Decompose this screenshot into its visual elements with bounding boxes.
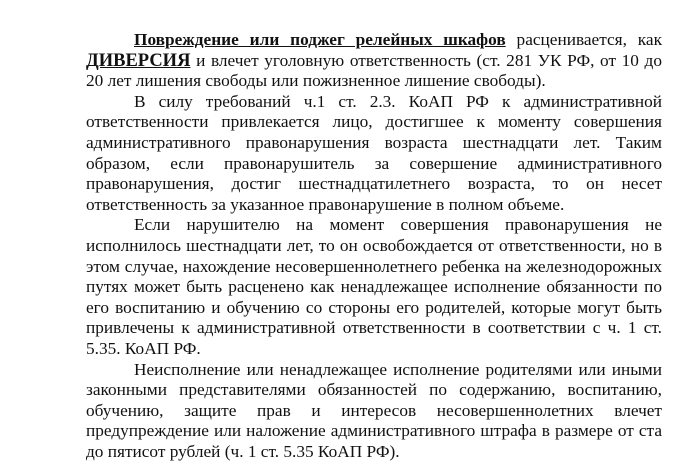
paragraph-age-of-responsibility: В силу требований ч.1 ст. 2.3. КоАП РФ к административной ответственности привлекается лицо, достигшее к моменту совершения административного правонарушения возраста шестнадцати лет. Таким образом, если правонарушитель за совершение административного правонарушения, достиг шестнадцатилетнего возраста, то он несет ответственность за указанное правонарушение в полном объеме. <box>86 91 662 214</box>
paragraph-parental-liability: Неисполнение или ненадлежащее исполнение родителями или иными законными представителями обязанностей по содержанию, воспитанию, обучению, защите прав и интересов несовершеннолетних влечет предупреждение или наложение административного штрафа в размере от ста до пятисот рублей (ч. 1 ст. 5.35 КоАП РФ). <box>86 359 662 461</box>
paragraph-sabotage-warning <box>86 30 662 92</box>
paragraph-text: расценивается, как <box>505 30 663 49</box>
paragraph-text: и влечет уголовную ответственность (ст. 281 УК РФ, от 10 до 20 лет лишения свободы или пожизненное лишение свободы). <box>86 50 662 91</box>
document-page <box>86 30 662 462</box>
emphasis-word: ДИВЕРСИЯ <box>86 50 191 71</box>
paragraph-minor-offender: Если нарушителю на момент совершения правонарушения не исполнилось шестнадцати лет, то он освобождается от ответственности, но в этом случае, нахождение несовершеннолетнего ребенка на железнодорожных путях может быть расценено как ненадлежащее исполнение обязанности по его воспитанию и обучению со стороны его родителей, которые могут быть привлечены к административной ответственности в соответствии с ч. 1 ст. 5.35. КоАП РФ. <box>86 215 662 358</box>
lead-phrase: Повреждение или поджег релейных шкафов <box>134 30 506 49</box>
